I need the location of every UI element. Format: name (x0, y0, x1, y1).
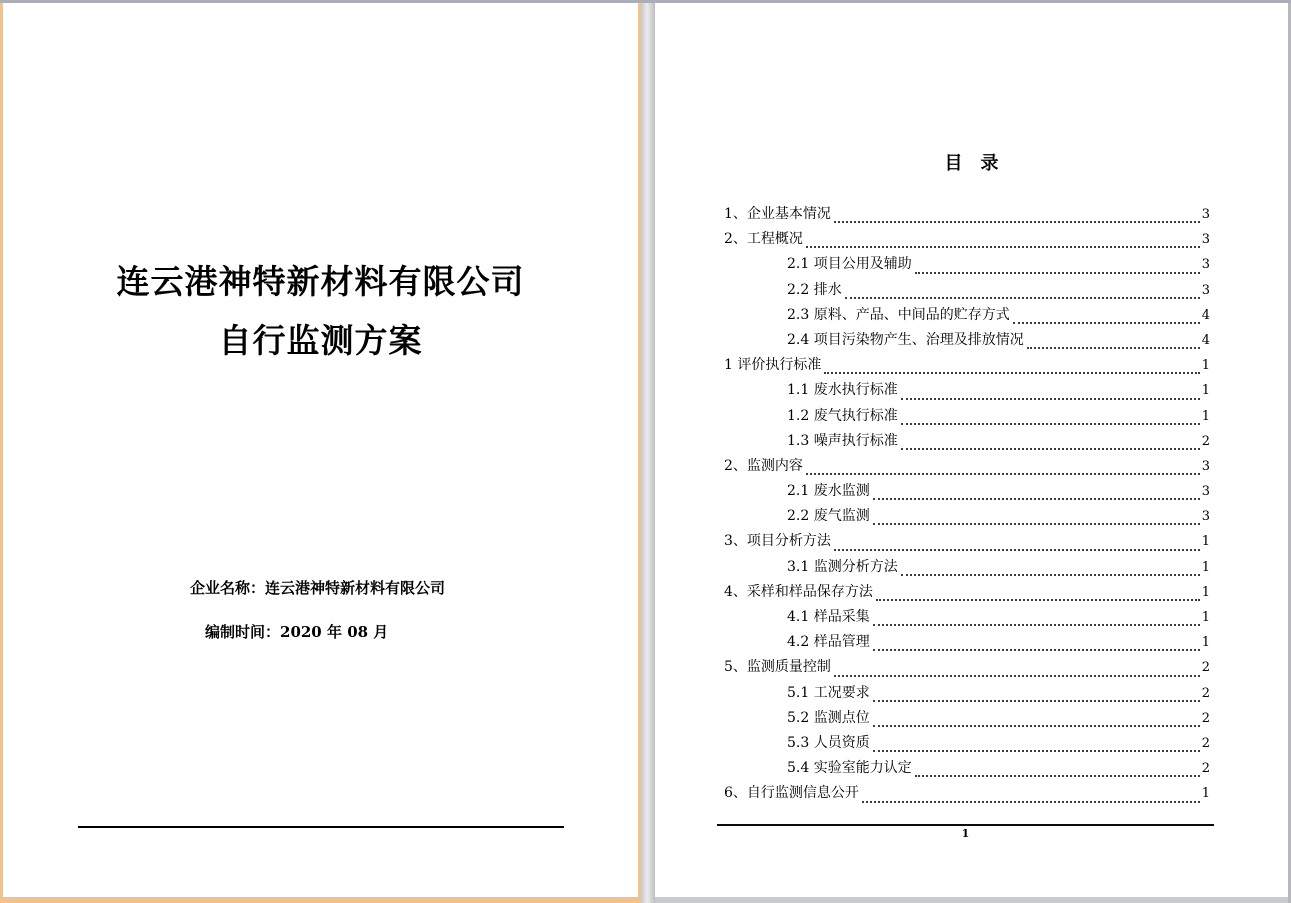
toc-dot-leader (873, 498, 1200, 500)
toc-dot-leader (824, 372, 1199, 374)
page-gap-tan-edge (638, 3, 641, 903)
company-name-line: 企业名称：连云港神特新材料有限公司 (190, 579, 446, 597)
toc-entry-page: 2 (1201, 685, 1210, 701)
toc-entry[interactable] (724, 279, 1210, 304)
toc-entry[interactable] (724, 228, 1210, 253)
toc-entry-label: 2.3 原料、产品、中间品的贮存方式 (787, 306, 1010, 323)
toc-dot-leader (901, 574, 1200, 576)
document-title-line2: 自行监测方案 (218, 321, 423, 360)
toc-entry-label: 3、项目分析方法 (724, 533, 831, 550)
toc-dot-leader (1027, 347, 1200, 349)
toc-entry[interactable] (724, 656, 1210, 681)
toc-dot-leader (834, 221, 1200, 223)
toc-entry[interactable] (724, 782, 1210, 807)
toc-page (655, 3, 1288, 897)
toc-entry[interactable] (724, 304, 1210, 329)
toc-entry-label: 5.4 实验室能力认定 (787, 760, 912, 777)
cover-footer-rule (78, 826, 564, 828)
toc-entry[interactable] (724, 556, 1210, 581)
compile-date-line: 编制时间：2020 年 08 月 (205, 623, 389, 641)
toc-entry-label: 2.4 项目污染物产生、治理及排放情况 (787, 331, 1024, 348)
toc-entry-label: 6、自行监测信息公开 (724, 785, 859, 802)
toc-entry-page: 2 (1201, 761, 1210, 777)
toc-dot-leader (873, 750, 1200, 752)
toc-entry-label: 4.2 样品管理 (787, 634, 870, 651)
viewer-top-border (0, 0, 1291, 3)
toc-dot-leader (915, 775, 1200, 777)
toc-entry-page: 3 (1201, 207, 1210, 222)
toc-dot-leader (862, 801, 1200, 803)
toc-entry-page: 3 (1201, 282, 1210, 298)
toc-entry-page: 3 (1201, 509, 1210, 525)
toc-entry-page: 1 (1201, 584, 1210, 600)
toc-dot-leader (915, 272, 1200, 274)
toc-dot-leader (873, 700, 1200, 702)
viewer-bottom-border-right (655, 897, 1288, 903)
toc-entry[interactable] (724, 354, 1210, 379)
toc-entry-page: 1 (1201, 635, 1210, 651)
toc-entry-label: 4.1 样品采集 (787, 609, 870, 625)
toc-entry-label: 2、监测内容 (724, 457, 803, 474)
toc-dot-leader (873, 624, 1200, 626)
toc-dot-leader (834, 675, 1200, 677)
toc-entry-label: 1、企业基本情况 (724, 206, 831, 222)
toc-page-number: 1 (961, 827, 970, 840)
toc-entry-page: 4 (1201, 332, 1210, 348)
toc-dot-leader (876, 599, 1200, 601)
toc-entry-page: 2 (1201, 735, 1210, 751)
toc-entry[interactable] (724, 253, 1210, 278)
toc-entry-label: 1.2 废气执行标准 (787, 407, 898, 424)
toc-entry[interactable] (724, 732, 1210, 757)
toc-entry[interactable] (724, 379, 1210, 404)
toc-entry[interactable] (724, 203, 1210, 228)
toc-entry[interactable] (724, 606, 1210, 631)
cover-page (3, 3, 638, 897)
toc-dot-leader (901, 398, 1200, 400)
viewer-left-border (0, 3, 3, 903)
toc-entry-label: 2.2 排水 (787, 281, 842, 298)
toc-entry-page: 3 (1201, 257, 1210, 273)
toc-dot-leader (845, 297, 1200, 299)
toc-list (724, 203, 1210, 808)
toc-entry[interactable] (724, 329, 1210, 354)
viewer-bottom-border-left (0, 898, 641, 903)
toc-entry[interactable] (724, 631, 1210, 656)
toc-entry-label: 1.3 噪声执行标准 (787, 432, 898, 449)
toc-entry-page: 1 (1201, 610, 1210, 625)
toc-dot-leader (901, 423, 1200, 425)
toc-dot-leader (834, 549, 1200, 551)
toc-entry-page: 2 (1201, 433, 1210, 449)
toc-entry-label: 4、采样和样品保存方法 (724, 583, 873, 600)
toc-entry[interactable] (724, 581, 1210, 606)
toc-dot-leader (1013, 322, 1200, 324)
toc-entry-label: 5、监测质量控制 (724, 659, 831, 676)
toc-dot-leader (901, 448, 1200, 450)
toc-entry[interactable] (724, 405, 1210, 430)
toc-dot-leader (873, 523, 1200, 525)
toc-entry-label: 2.1 废水监测 (787, 483, 870, 500)
toc-entry[interactable] (724, 455, 1210, 480)
toc-dot-leader (806, 473, 1200, 475)
toc-footer-rule (717, 824, 1214, 826)
toc-entry-page: 2 (1201, 660, 1210, 676)
toc-entry-page: 1 (1201, 408, 1210, 424)
toc-dot-leader (873, 725, 1200, 727)
toc-entry[interactable] (724, 530, 1210, 555)
toc-entry-label: 3.1 监测分析方法 (787, 558, 898, 575)
toc-entry-label: 2.2 废气监测 (787, 508, 870, 525)
document-title-line1: 连云港神特新材料有限公司 (116, 262, 525, 301)
toc-entry-label: 5.1 工况要求 (787, 684, 870, 701)
toc-entry-label: 1.1 废水执行标准 (787, 382, 898, 399)
toc-entry-page: 1 (1201, 786, 1210, 802)
toc-entry[interactable] (724, 480, 1210, 505)
toc-dot-leader (806, 246, 1200, 248)
toc-entry-label: 2.1 项目公用及辅助 (787, 256, 912, 273)
toc-entry[interactable] (724, 505, 1210, 530)
toc-entry-page: 2 (1201, 710, 1210, 726)
toc-entry-page: 3 (1201, 484, 1210, 500)
toc-entry-page: 1 (1201, 559, 1210, 575)
toc-dot-leader (873, 649, 1200, 651)
toc-entry-page: 3 (1201, 232, 1210, 248)
toc-entry-label: 2、工程概况 (724, 231, 803, 248)
toc-entry-page: 1 (1201, 534, 1210, 550)
toc-entry-page: 1 (1201, 358, 1210, 374)
toc-entry[interactable] (724, 430, 1210, 455)
toc-entry-label: 1 评价执行标准 (724, 357, 822, 374)
toc-heading: 目 录 (944, 153, 999, 174)
page-gap (641, 0, 655, 903)
toc-entry-page: 4 (1201, 307, 1210, 323)
toc-entry-label: 5.2 监测点位 (787, 709, 870, 726)
toc-entry-page: 3 (1201, 458, 1210, 474)
toc-entry-page: 1 (1201, 383, 1210, 399)
toc-entry[interactable] (724, 682, 1210, 707)
toc-entry[interactable] (724, 757, 1210, 782)
toc-entry[interactable] (724, 707, 1210, 732)
toc-entry-label: 5.3 人员资质 (787, 734, 870, 751)
